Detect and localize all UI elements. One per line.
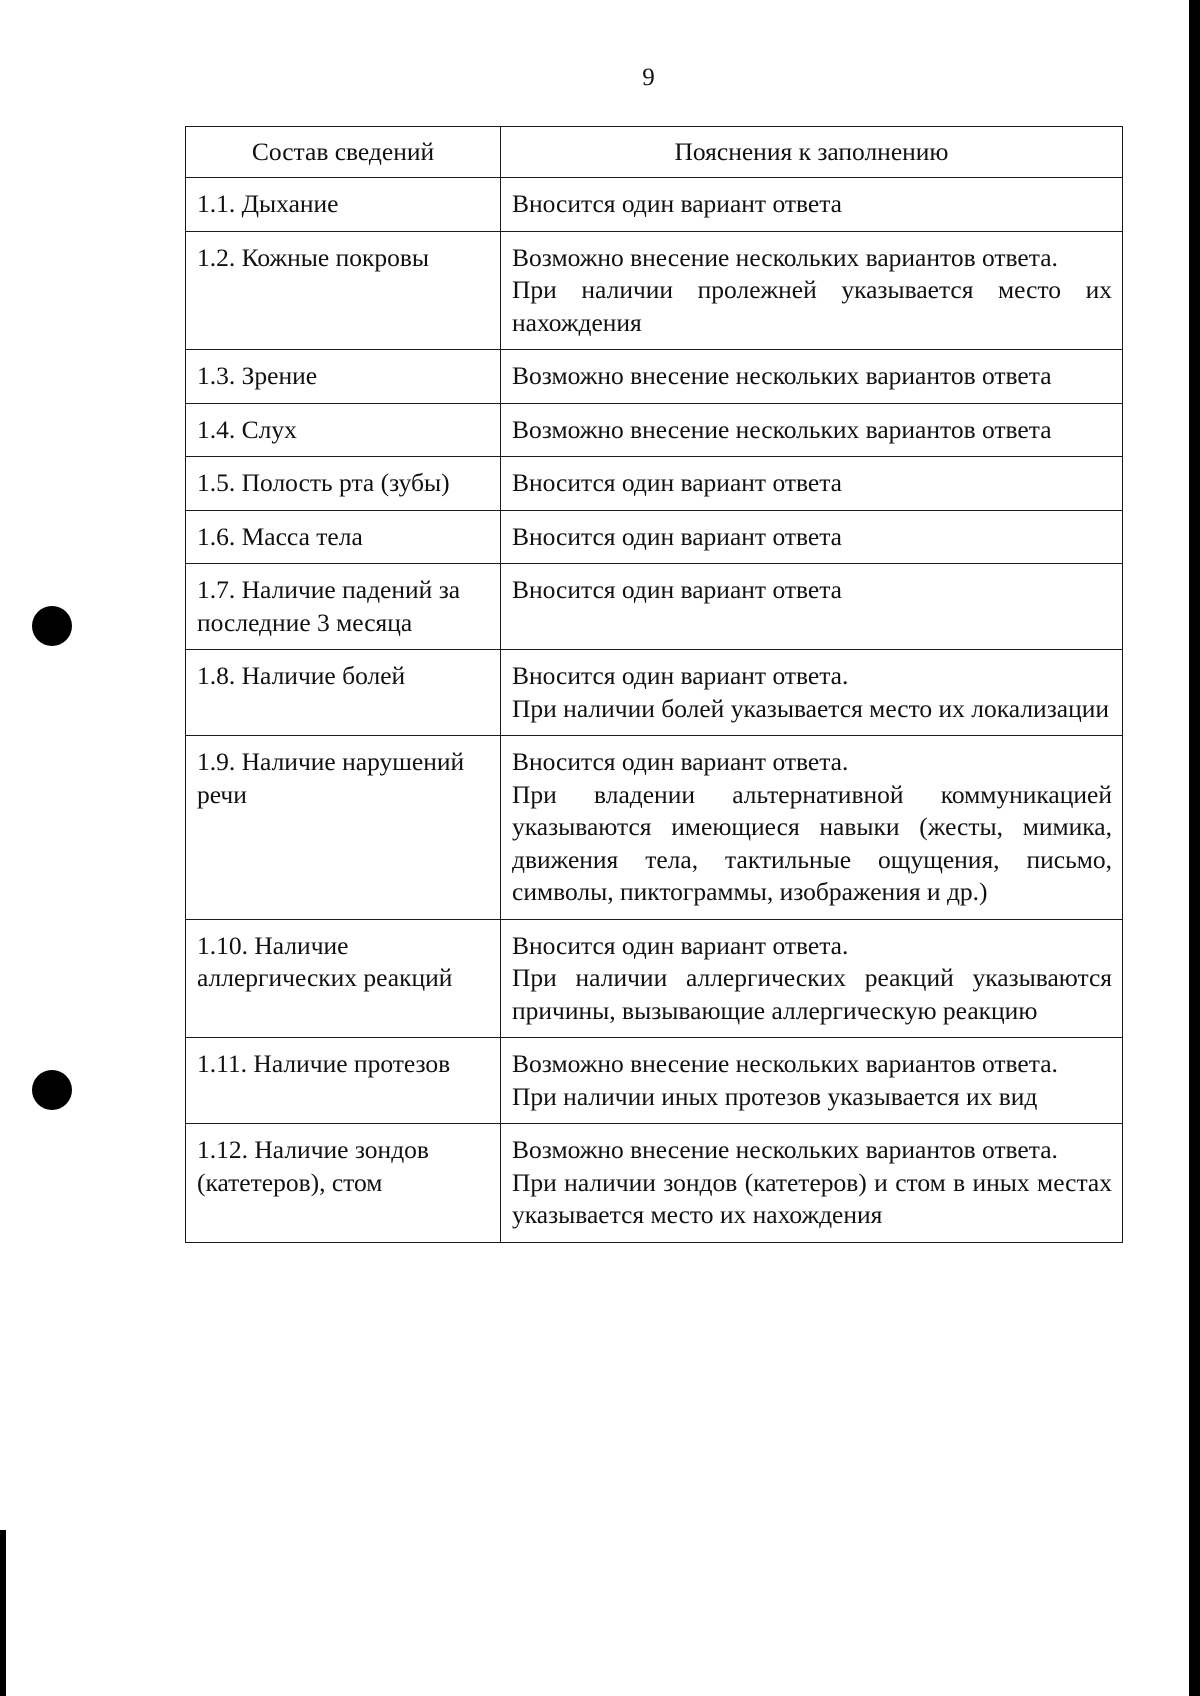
row-item-label: 1.9. Наличие нарушений речи <box>186 736 501 920</box>
row-item-label: 1.3. Зрение <box>186 350 501 404</box>
header-composition: Состав сведений <box>186 127 501 178</box>
row-item-label: 1.6. Масса тела <box>186 510 501 564</box>
row-item-label: 1.11. Наличие протезов <box>186 1038 501 1124</box>
row-item-label: 1.5. Полость рта (зубы) <box>186 457 501 511</box>
row-explanation <box>501 510 1123 564</box>
explanation-paragraph: Вносится один вариант ответа. <box>512 930 849 960</box>
explanation-paragraph: При наличии иных протезов указывается их вид <box>512 1081 1038 1111</box>
explanation-paragraph: Возможно внесение нескольких вариантов ответа. <box>512 1135 1058 1164</box>
table-row <box>186 231 1123 350</box>
row-item-label: 1.10. Наличие аллергических реакций <box>186 919 501 1038</box>
explanation-paragraph: При наличии зондов (катетеров) и стом в иных местах указывается место их нахождения <box>512 1167 1112 1229</box>
explanation-paragraph: При наличии пролежней указывается место их нахождения <box>512 275 1112 337</box>
table-row <box>186 457 1123 511</box>
table-row <box>186 1124 1123 1243</box>
explanation-paragraph: Вносится один вариант ответа. <box>512 747 849 776</box>
page-number: 9 <box>642 64 655 91</box>
row-explanation <box>501 457 1123 511</box>
row-explanation <box>501 178 1123 232</box>
explanation-paragraph: Возможно внесение нескольких вариантов ответа <box>512 414 1052 444</box>
explanation-paragraph: Вносится один вариант ответа <box>512 468 842 497</box>
explanation-paragraph: Вносится один вариант ответа. <box>512 661 849 690</box>
table-row <box>186 350 1123 404</box>
row-explanation <box>501 350 1123 404</box>
scan-edge-left <box>0 1530 6 1696</box>
explanation-paragraph: При наличии болей указывается место их локализации <box>512 693 1110 723</box>
explanation-paragraph: Вносится один вариант ответа <box>512 521 842 551</box>
explanation-paragraph: Возможно внесение нескольких вариантов ответа. <box>512 242 1058 272</box>
row-explanation <box>501 564 1123 650</box>
row-item-label: 1.12. Наличие зондов (катетеров), стом <box>186 1124 501 1243</box>
table-row <box>186 510 1123 564</box>
scan-edge-right <box>1189 0 1200 1696</box>
table-row <box>186 1038 1123 1124</box>
explanation-paragraph: Вносится один вариант ответа <box>512 189 842 218</box>
punch-hole-upper <box>32 606 72 646</box>
row-item-label: 1.1. Дыхание <box>186 178 501 232</box>
row-explanation <box>501 736 1123 920</box>
table-row <box>186 178 1123 232</box>
row-explanation <box>501 1124 1123 1243</box>
explanation-paragraph: Возможно внесение нескольких вариантов ответа <box>512 361 1052 390</box>
row-explanation <box>501 650 1123 736</box>
row-item-label: 1.2. Кожные покровы <box>186 231 501 350</box>
row-explanation <box>501 1038 1123 1124</box>
table-row <box>186 650 1123 736</box>
form-explanation-table <box>185 126 1123 1243</box>
explanation-paragraph: Возможно внесение нескольких вариантов ответа. <box>512 1049 1058 1078</box>
row-explanation <box>501 231 1123 350</box>
explanation-paragraph: При наличии аллергических реакций указываются причины, вызывающие аллергическую реакцию <box>512 963 1112 1025</box>
table-row <box>186 736 1123 920</box>
row-item-label: 1.4. Слух <box>186 403 501 457</box>
table-row <box>186 919 1123 1038</box>
table-row <box>186 403 1123 457</box>
row-item-label: 1.7. Наличие падений за последние 3 месяца <box>186 564 501 650</box>
row-explanation <box>501 919 1123 1038</box>
punch-hole-lower <box>32 1070 72 1110</box>
table-header-row <box>186 127 1123 178</box>
explanation-paragraph: Вносится один вариант ответа <box>512 575 842 604</box>
row-explanation <box>501 403 1123 457</box>
header-explanation: Пояснения к заполнению <box>501 127 1123 178</box>
table-row <box>186 564 1123 650</box>
row-item-label: 1.8. Наличие болей <box>186 650 501 736</box>
explanation-paragraph: При владении альтернативной коммуникацией указываются имеющиеся навыки (жесты, мимика, движения тела, тактильные ощущения, письмо, символы, пиктограммы, изображения и др.) <box>512 779 1112 906</box>
